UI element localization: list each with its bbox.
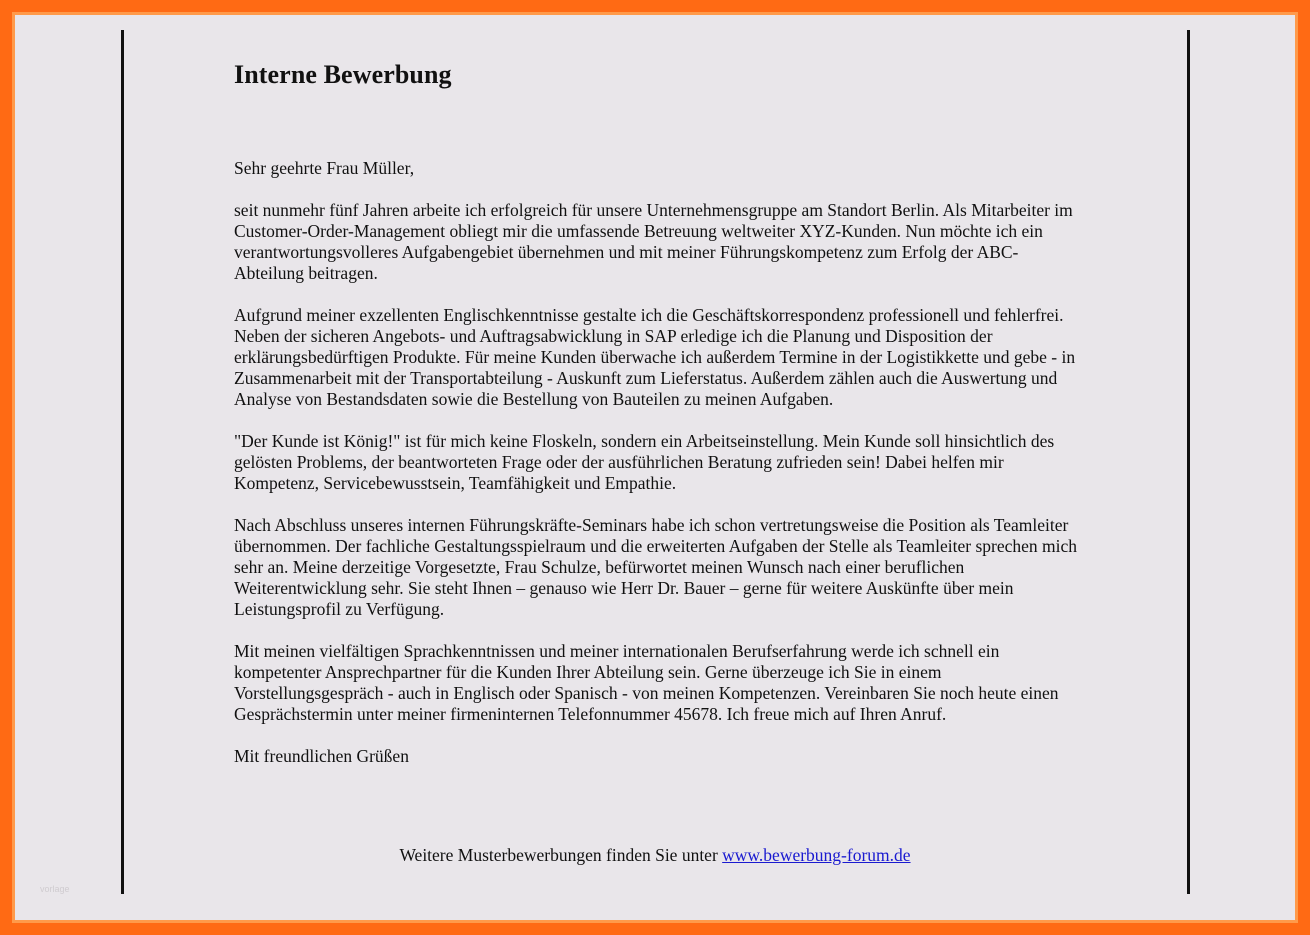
paragraph-closing-offer: Mit meinen vielfältigen Sprachkenntnissen und meiner internationalen Berufserfahrung werde ich schnell ein kompetenter Ansprechpartner für die Kunden Ihrer Abteilung sein. Gerne überzeuge ich Sie in einem Vorstellungsgespräch - auch in Englisch oder Spanisch - von meinen Kompetenzen. Vereinbaren Sie noch heute einen Gesprächstermin unter meiner firmeninternen Telefonnummer 45678. Ich freue mich auf Ihren Anruf. <box>234 641 1059 724</box>
left-margin-line <box>121 30 124 894</box>
footer-text: Weitere Musterbewerbungen finden Sie unter <box>399 845 723 865</box>
paragraph-skills: Aufgrund meiner exzellenten Englischkenntnisse gestalte ich die Geschäftskorrespondenz professionell und fehlerfrei. Neben der sicheren Angebots- und Auftragsabwicklung in SAP erledige ich die Planung und Disposition der erklärungsbedürftigen Produkte. Für meine Kunden überwache ich außerdem Termine in der Logistikkette und gebe - in Zusammenarbeit mit der Transportabteilung - Auskunft zum Lieferstatus. Außerdem zählen auch die Auswertung und Analyse von Bestandsdaten sowie die Bestellung von Bauteilen zu meinen Aufgaben. <box>234 305 1076 409</box>
paragraph-intro: seit nunmehr fünf Jahren arbeite ich erfolgreich für unsere Unternehmensgruppe am Standort Berlin. Als Mitarbeiter im Customer-Order-Management obliegt mir die umfassende Betreuung weltweiter XYZ-Kunden. Nun möchte ich ein verantwortungsvolleres Aufgabengebiet übernehmen und mit meiner Führungskompetenz zum Erfolg der ABC-Abteilung beitragen. <box>234 200 1073 283</box>
right-margin-line <box>1187 30 1190 894</box>
footer-note <box>0 845 1310 866</box>
watermark: vorlage <box>40 884 70 894</box>
letter-body <box>234 58 1084 767</box>
footer-link[interactable]: www.bewerbung-forum.de <box>722 845 911 865</box>
closing-greeting: Mit freundlichen Grüßen <box>234 746 409 766</box>
letter-title: Interne Bewerbung <box>234 60 452 89</box>
paragraph-customer: "Der Kunde ist König!" ist für mich keine Floskeln, sondern ein Arbeitseinstellung. Mein Kunde soll hinsichtlich des gelösten Problems, der beantworteten Frage oder der ausführlichen Beratung zufrieden sein! Dabei helfen mir Kompetenz, Servicebewusstsein, Teamfähigkeit und Empathie. <box>234 431 1055 493</box>
paragraph-leadership: Nach Abschluss unseres internen Führungskräfte-Seminars habe ich schon vertretungsweise die Position als Teamleiter übernommen. Der fachliche Gestaltungsspielraum und die erweiterten Aufgaben der Stelle als Teamleiter sprechen mich sehr an. Meine derzeitige Vorgesetzte, Frau Schulze, befürwortet meinen Wunsch nach einer beruflichen Weiterentwicklung sehr. Sie steht Ihnen – genauso wie Herr Dr. Bauer – gerne für weitere Auskünfte über mein Leistungsprofil zu Verfügung. <box>234 515 1078 619</box>
salutation: Sehr geehrte Frau Müller, <box>234 158 415 178</box>
